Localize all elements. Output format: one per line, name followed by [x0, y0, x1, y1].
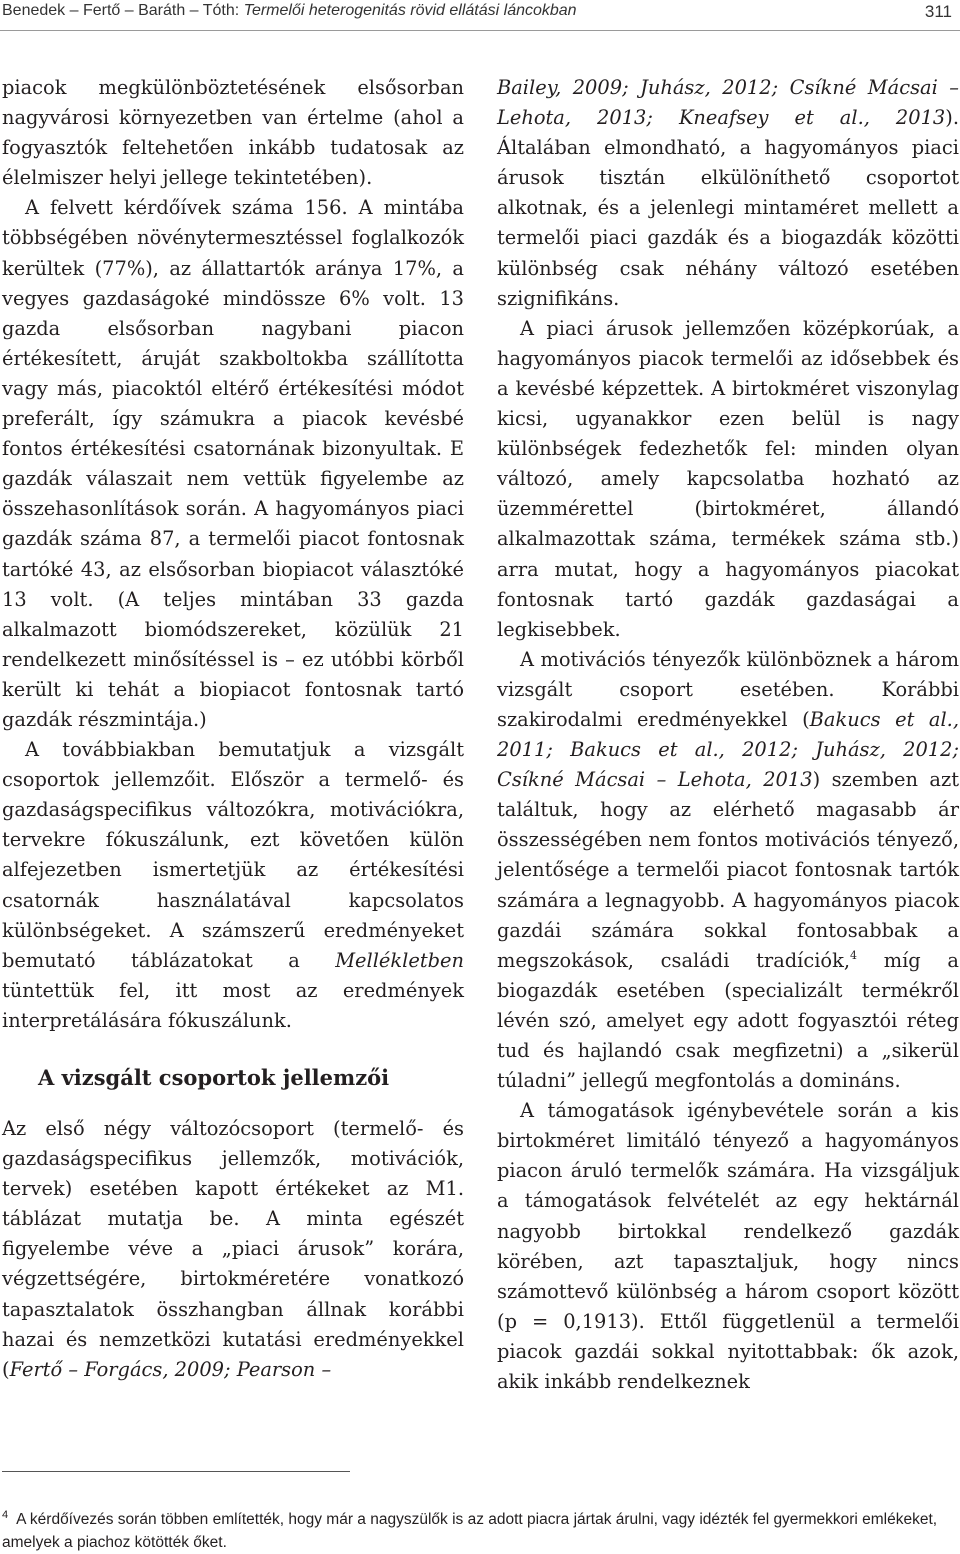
paragraph: A piaci árusok jellemzően középkorúak, a hagyományos piacok termelői az idősebbek és a kevésbé képzettek. A birtokméret viszonylag kicsi, ugyanakkor ezen belül is nagy különbségek fedezhetők fel: minden olyan változó, amely kapcsolatba hozható az üzemmérettel (birtokméret, állandó alkalmazottak száma, termékek száma stb.) arra mutat, hogy a hagyományos piacokat fontosnak tartó gazdák gazdaságai a legkisebbek.: [497, 316, 959, 641]
footnote: [2, 1504, 952, 1554]
running-title: [2, 2, 577, 20]
header-rule: [0, 30, 960, 31]
footnote-reference[interactable]: 4: [850, 948, 858, 962]
citation: Fertő – Forgács, 2009; Pearson –: [9, 1357, 332, 1381]
running-article-title: Termelői heterogenitás rövid ellátási láncokban: [243, 2, 577, 19]
paragraph: A támogatások igénybevétele során a kis birtokméret limitáló tényező a hagyományos piacon áruló termelők számára. Ha vizsgáljuk a támogatások felvételét az egy hektárnál nagyobb birtokkal rendelkező gazdák körében, azt tapasztaljuk, hogy nincs számottevő különbség a három csoport között (p = 0,1913). Ettől függetlenül a termelői piacok gazdái sokkal nyitottabbak: ők azok, akik inkább rendelkeznek: [497, 1099, 959, 1394]
page-number: 311: [924, 2, 952, 21]
footnote-mark: 4: [2, 1509, 9, 1521]
running-authors: Benedek – Fertő – Baráth – Tóth:: [2, 2, 240, 19]
footnote-rule: [2, 1471, 350, 1472]
citation: Bailey, 2009; Juhász, 2012; Csíkné Mácsai – Lehota, 2013; Kneafsey et al., 2013: [497, 76, 959, 130]
citation: Bakucs et al., 2011; Bakucs et al., 2012; Juhász, 2012; Csíkné Mácsai – Lehota, 2013: [497, 707, 960, 792]
paragraph: A felvett kérdőívek száma 156. A mintába többségében növénytermesztéssel foglalkozók kerültek (77%), az állattartók aránya 17%, a vegyes gazdaságoké mindössze 6% volt. 13 gazda elsősorban nagybani piacon értékesített, áruját szakboltokba szállította vagy más, piacoktól eltérő értékesítési módot preferált, így számukra a piacok kevésbé fontos értékesítési csatornának bizonyultak. E gazdák válaszait nem vettük figyelembe az összehasonlítások során. A hagyományos piaci gazdák száma 87, a termelői piacot fontosnak tartóké 43, az elsősorban biopiacot választóké 13 volt. (A teljes mintában 33 gazda alkalmazott biomódszereket, közülük 21 rendelkezett minősítéssel is – ez utóbbi körből került ki tehát a biopiacot fontosnak tartó gazdák részmintája.): [2, 196, 464, 731]
paragraph: A motivációs tényezők különböznek a három vizsgált csoport esetében. Korábbi szakirodalmi eredményekkel (Bakucs et al., 2011; Bakucs et al., 2012; Juhász, 2012; Csíkné Mácsai – Lehota, 2013) szemben azt találtuk, hogy az elérhető magasabb ár összességében nem fontos motivációs tényező, jelentősége a termelői piacot fontosnak tartók számára a legnagyobb. A hagyományos piacok gazdái számára sokkal fontosabbak a megszokások, családi tradíciók,$^4$ míg a biogazdák esetében (specializált termékről lévén szó, amelyet egy adott fogyasztói réteg tud és hajlandó csak megfizetni) a „sikerül túladni” jellegű megfontolás a domináns.: [497, 647, 960, 1093]
paragraph: piacok megkülönböztetésének elsősorban nagyvárosi környezetben van értelme (ahol a fogyasztók feltehetően inkább tudatosak az élelmiszer helyi jellege tekintetében).: [2, 76, 464, 190]
footnote-text: A kérdőívezés során többen említették, hogy már a nagyszülők is az adott piacra jártak árulni, vagy idézték fel gyermekkori emlékeket, amelyek a piachoz kötötték őket.: [2, 1511, 938, 1551]
section-heading: A vizsgált csoportok jellemzői: [38, 1065, 390, 1090]
running-header: [0, 0, 960, 30]
paragraph: A továbbiakban bemutatjuk a vizsgált csoportok jellemzőit. Először a termelő- és gazdaságspecifikus változókra, motivációkra, tervekre fókuszálunk, ezt követően külön alfejezetben ismertetjük az értékesítési csatornák használatával kapcsolatos különbségeket. A számszerű eredményeket bemutató táblázatokat a Mellékletben tüntettük fel, itt most az eredmények interpretálására fókuszálunk.: [2, 738, 464, 1032]
paragraph: Az első négy változócsoport (termelő- és gazdaságspecifikus jellemzők, motivációk, tervek) esetében kapott értékeket az M1. táblázat mutatja be. A minta egészét figyelembe véve a „piaci árusok” korára, végzettségére, birtokméretére vonatkozó tapasztalatok összhangban állnak korábbi hazai és nemzetközi kutatási eredményekkel (Fertő – Forgács, 2009; Pearson –: [2, 1117, 464, 1381]
left-column: [2, 73, 464, 1385]
right-column: [497, 73, 959, 1397]
paragraph: Bailey, 2009; Juhász, 2012; Csíkné Mácsai – Lehota, 2013; Kneafsey et al., 2013). Általában elmondható, a hagyományos piaci árusok tisztán elkülöníthető csoportot alkotnak, és a jelenlegi mintaméret mellett a termelői piaci gazdák és a biogazdák közötti különbség csak néhány változó esetében szignifikáns.: [497, 76, 959, 310]
emphasis: Mellékletben: [335, 948, 464, 972]
